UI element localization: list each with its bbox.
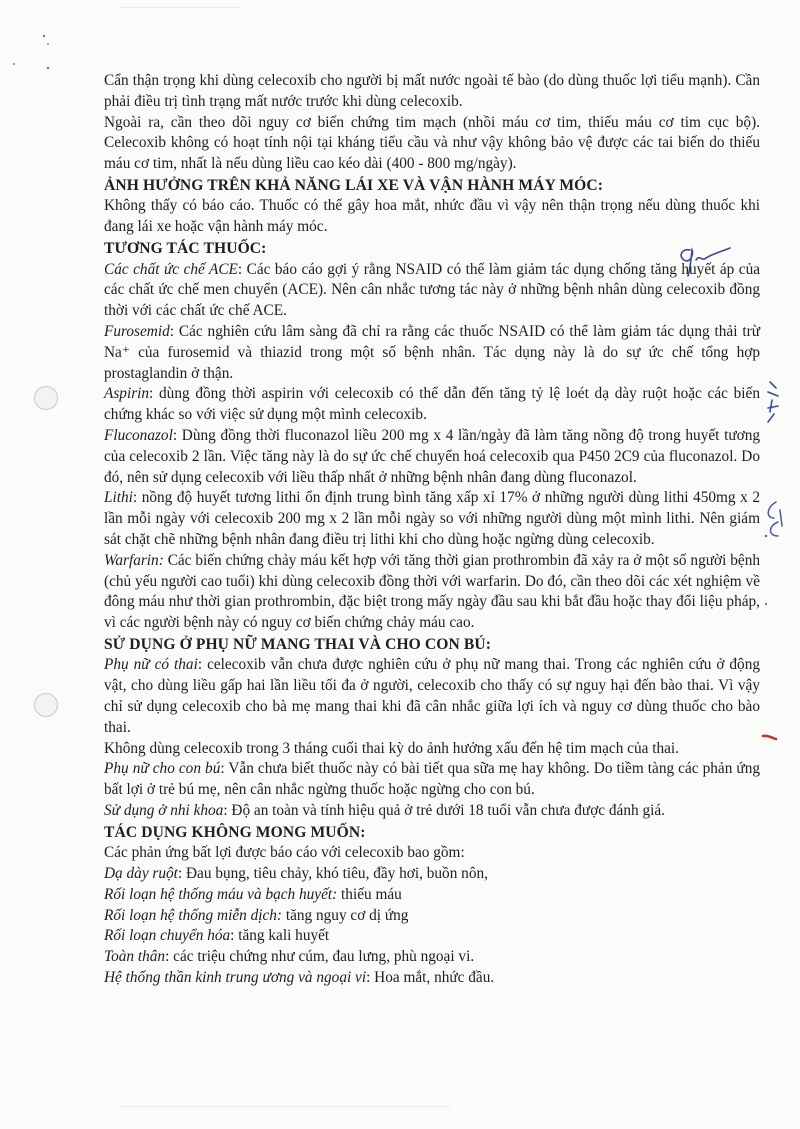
paragraph [104, 906, 760, 927]
paragraph-lead-term: Aspirin [104, 385, 150, 403]
punch-hole-upper [34, 386, 58, 410]
paragraph [104, 801, 760, 822]
paragraph-text: : Hoa mắt, nhức đầu. [366, 969, 495, 987]
paragraph-text: : Dùng đồng thời fluconazol liều 200 mg x 4 lần/ngày đã làm tăng nồng độ trong huyết tương của celecoxib 2 lần. Việc tăng này là do sự ức chế chuyển hoá celecoxib qua P450 2C9 của fluconazol. Do đó, nên sử dụng celecoxib với liều thấp nhất ở những bệnh nhân đang dùng fluconazol. [104, 426, 760, 486]
punch-hole-lower [34, 693, 58, 717]
paragraph [104, 260, 760, 322]
paragraph-lead-term: Phụ nữ có thai [104, 656, 198, 674]
paragraph [104, 759, 760, 801]
paragraph [104, 426, 760, 488]
paragraph [104, 322, 760, 384]
paragraph-text: : celecoxib vẫn chưa được nghiên cứu ở phụ nữ mang thai. Trong các nghiên cứu ở động vật, cho dùng liều gấp hai lần liều tối đa ở người, celecoxib cho thấy có sự nguy hại đến bào thai. Vì vậy chỉ sử dụng celecoxib cho bà mẹ mang thai khi đã cân nhắc giữa lợi ích và nguy cơ dùng thuốc cho bào thai. [104, 656, 760, 736]
paragraph [104, 739, 760, 760]
paragraph-text: : các triệu chứng như cúm, đau lưng, phù ngoại vi. [165, 948, 475, 966]
paragraph-text: : Độ an toàn và tính hiệu quả ở trẻ dưới 18 tuổi vẫn chưa được đánh giá. [223, 802, 665, 819]
section-heading: TƯƠNG TÁC THUỐC: [104, 240, 267, 258]
scan-artifact-bottom [120, 1106, 450, 1107]
scan-dots-mark [10, 28, 60, 78]
paragraph-lead-term: Rối loạn hệ thống miễn dịch: [104, 906, 283, 924]
paragraph [104, 71, 760, 113]
paragraph [104, 196, 760, 238]
paragraph-text: Các biến chứng chảy máu kết hợp với tăng thời gian prothrombin đã xảy ra ở một số người bệnh (chủ yếu người cao tuổi) khi dùng celecoxib đồng thời với warfarin. Do đó, cần theo dõi các xét nghiệm về đông máu như thời gian prothrombin, đặc biệt trong mấy ngày đầu sau khi bắt đầu hoặc thay đổi liệu pháp, vì các người bệnh này có nguy cơ biến chứng chảy máu cao. [104, 551, 760, 632]
paragraph [104, 885, 760, 906]
paragraph-text: : Đau bụng, tiêu chảy, khó tiêu, đầy hơi, buồn nôn, [177, 865, 488, 883]
paragraph-text: thiếu máu [337, 885, 402, 903]
paragraph [104, 655, 760, 738]
paragraph [104, 384, 760, 426]
margin-red-mark [760, 730, 780, 744]
paragraph [104, 947, 760, 968]
paragraph-text: : Vẫn chưa biết thuốc này có bài tiết qua sữa mẹ hay không. Do tiềm tàng các phản ứng bất lợi ở trẻ bú mẹ, nên cân nhắc ngừng thuốc hoặc ngừng cho con bú. [104, 760, 760, 799]
paragraph-lead-term: Các chất ức chế ACE [104, 260, 238, 278]
section-heading: TÁC DỤNG KHÔNG MONG MUỐN: [104, 823, 366, 841]
section-heading: ẢNH HƯỞNG TRÊN KHẢ NĂNG LÁI XE VÀ VẬN HÀNH MÁY MÓC: [104, 176, 604, 194]
paragraph [104, 113, 760, 175]
paragraph [104, 843, 760, 864]
paragraph [104, 488, 760, 550]
paragraph-text: : Các nghiên cứu lâm sàng đã chỉ ra rằng các thuốc NSAID có thể làm giảm tác dụng thải trừ Na⁺ của furosemid và thiazid trong một số bệnh nhân. Tác dụng này là do sự ức chế tổng hợp prostaglandin ở thận. [104, 322, 760, 382]
paragraph [104, 968, 760, 989]
document-body [104, 71, 760, 989]
paragraph-text: : nồng độ huyết tương lithi ổn định trung bình tăng xấp xỉ 17% ở những người dùng lithi 450mg x 2 lần mỗi ngày với celecoxib 200 mg x 2 lần mỗi ngày so với những người dùng một mình lithi. Nên giám sát chặt chẽ những bệnh nhân đang điều trị lithi khi cho dùng hoặc ngừng dùng celecoxib. [104, 489, 760, 548]
paragraph-lead-term: Furosemid [104, 322, 170, 340]
paragraph-lead-term: Rối loạn hệ thống máu và bạch huyết: [104, 885, 338, 903]
paragraph-text: Cẩn thận trọng khi dùng celecoxib cho người bị mất nước ngoài tế bào (do dùng thuốc lợi tiểu mạnh). Cần phải điều trị tình trạng mất nước trước khi dùng celecoxib. [104, 72, 760, 110]
paragraph-lead-term: Hệ thống thần kinh trung ương và ngoại vi [104, 969, 367, 987]
paragraph-lead-term: Sử dụng ở nhi khoa [104, 802, 224, 819]
paragraph-text: Ngoài ra, cần theo dõi nguy cơ biến chứng tim mạch (nhồi máu cơ tim, thiếu máu cơ tim cục bộ). Celecoxib không có hoạt tính nội tại kháng tiểu cầu và như vậy không bảo vệ được các tai biến do thiếu máu cơ tim, nhất là nếu dùng liều cao kéo dài (400 - 800 mg/ngày). [104, 113, 760, 173]
paragraph-lead-term: Dạ dày ruột [104, 865, 178, 883]
paragraph-lead-term: Toàn thân [104, 948, 166, 966]
paragraph [104, 551, 760, 634]
paragraph-text: : tăng kali huyết [230, 927, 330, 945]
margin-dot-mark [762, 600, 770, 608]
paragraph-lead-term: Warfarin: [104, 551, 164, 569]
paragraph-text: : Các báo cáo gợi ý rằng NSAID có thể làm giảm tác dụng chống tăng huyết áp của các chất ức chế men chuyển (ACE). Nên cân nhắc tương tác này ở những bệnh nhân dùng celecoxib đồng thời với các chất ức chế ACE. [104, 260, 761, 320]
paragraph [104, 926, 760, 947]
paragraph-text: Không dùng celecoxib trong 3 tháng cuối thai kỳ do ảnh hưởng xấu đến hệ tim mạch của thai. [104, 739, 679, 757]
paragraph-text: : dùng đồng thời aspirin với celecoxib có thể dẫn đến tăng tỷ lệ loét dạ dày ruột hoặc các biến chứng khác so với việc sử dụng một mình celecoxib. [104, 385, 760, 424]
paragraph-lead-term: Rối loạn chuyển hóa [104, 927, 231, 945]
paragraph-lead-term: Fluconazol [104, 426, 173, 444]
paragraph-text: Không thấy có báo cáo. Thuốc có thể gây hoa mắt, nhức đầu vì vậy nên thận trọng nếu dùng thuốc khi đang lái xe hoặc vận hành máy móc. [104, 197, 760, 236]
paragraph-text: tăng nguy cơ dị ứng [282, 906, 409, 924]
paragraph-text: Các phản ứng bất lợi được báo cáo với celecoxib bao gồm: [104, 844, 465, 862]
margin-stamp-mark-2 [756, 496, 790, 546]
paragraph [104, 864, 760, 885]
section-heading: SỬ DỤNG Ở PHỤ NỮ MANG THAI VÀ CHO CON BÚ: [104, 635, 492, 653]
paragraph-lead-term: Phụ nữ cho con bú [104, 760, 221, 778]
scan-artifact-top [120, 7, 240, 8]
paragraph-lead-term: Lithi [104, 489, 133, 507]
margin-stamp-mark-1 [760, 378, 790, 428]
